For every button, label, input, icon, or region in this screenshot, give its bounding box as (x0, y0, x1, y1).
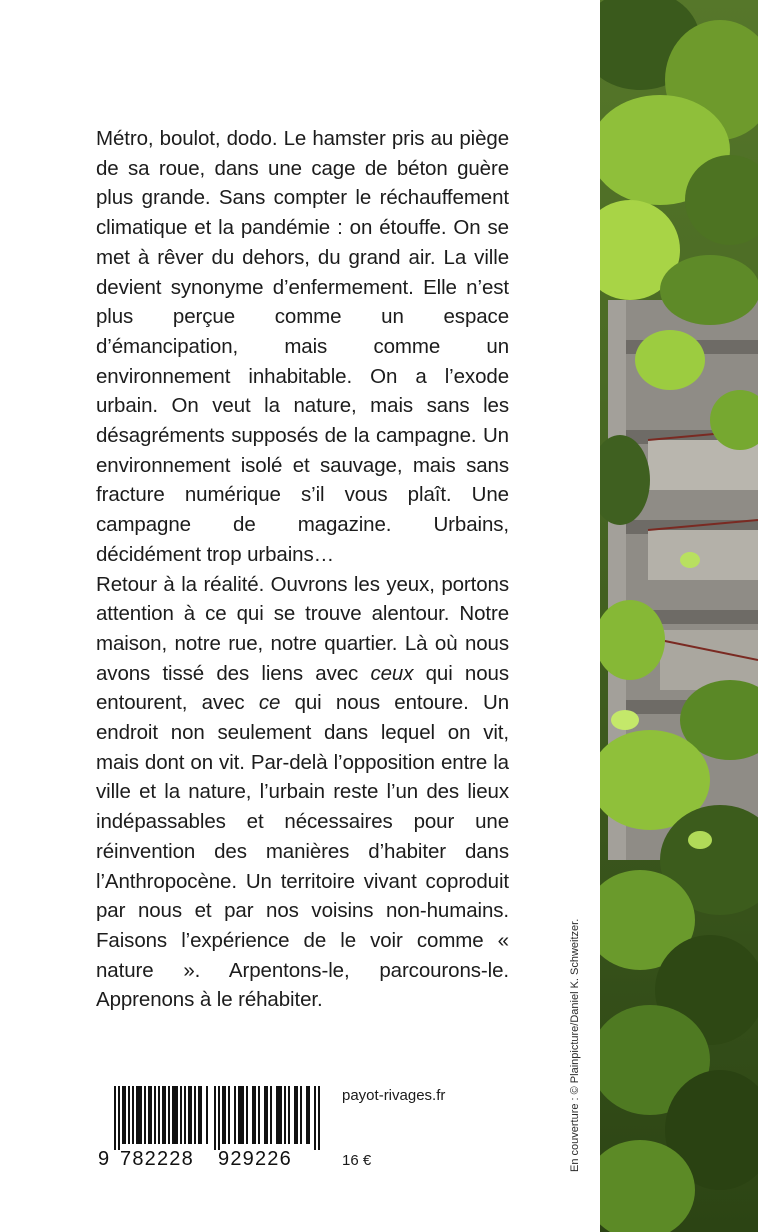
blurb-text (96, 124, 509, 1015)
tree-and-building-photo (600, 0, 758, 1232)
price: 16 € (342, 1152, 372, 1169)
blurb-p2-emphasis-ceux: ceux (370, 661, 414, 685)
blurb-p2-emphasis-ce: ce (258, 691, 281, 715)
blurb-p2-part-c: qui nous entoure. Un endroit non seulement dans lequel on vit, mais dont on vit. Par-delà l’opposition entre la ville et la nature, l’urbain reste l’un des lieux indépassables et nécessaires pour une réinvention des manières d’habiter dans l’Anthropocène. Un territoire vivant coproduit par nous et par nos voisins non-humains. Faisons l’expérience de le voir comme « nature ». Arpentons-le, parcourons-le. Apprenons à le réhabiter. (96, 691, 510, 1012)
publisher-website: payot-rivages.fr (342, 1087, 446, 1104)
barcode-bars (114, 1086, 322, 1150)
blurb-paragraph-2 (96, 570, 509, 1016)
isbn-barcode (96, 1080, 336, 1176)
cover-photo-strip (600, 0, 758, 1232)
blurb-p2-part-a: Retour à la réalité. Ouvrons les yeux, portons attention à ce qui se trouve alentour. Notre maison, notre rue, notre quartier. Là où nous avons tissé des liens avec (96, 572, 509, 685)
photo-credit: En couverture : © Plainpicture/Daniel K. Schweitzer. (569, 918, 581, 1172)
blurb-paragraph-1: Métro, boulot, dodo. Le hamster pris au piège de sa roue, dans une cage de béton guère plus grande. Sans compter le réchauffement climatique et la pandémie : on étouffe. On se met à rêver du dehors, du grand air. La ville devient synonyme d’enfermement. Elle n’est plus perçue comme un espace d’émancipation, mais comme un environnement inhabitable. On a l’exode urbain. On veut la nature, mais sans les désagréments supposés de la campagne. Un environnement isolé et sauvage, mais sans fracture numérique s’il vous plaît. Une campagne de magazine. Urbains, décidément trop urbains… (96, 127, 509, 566)
isbn-lead-digit: 9 (98, 1148, 111, 1170)
blurb-p2-part-b: qui nous entourent, avec (96, 661, 509, 715)
isbn-group-2: 929226 (218, 1148, 292, 1170)
isbn-group-1: 782228 (120, 1148, 194, 1170)
